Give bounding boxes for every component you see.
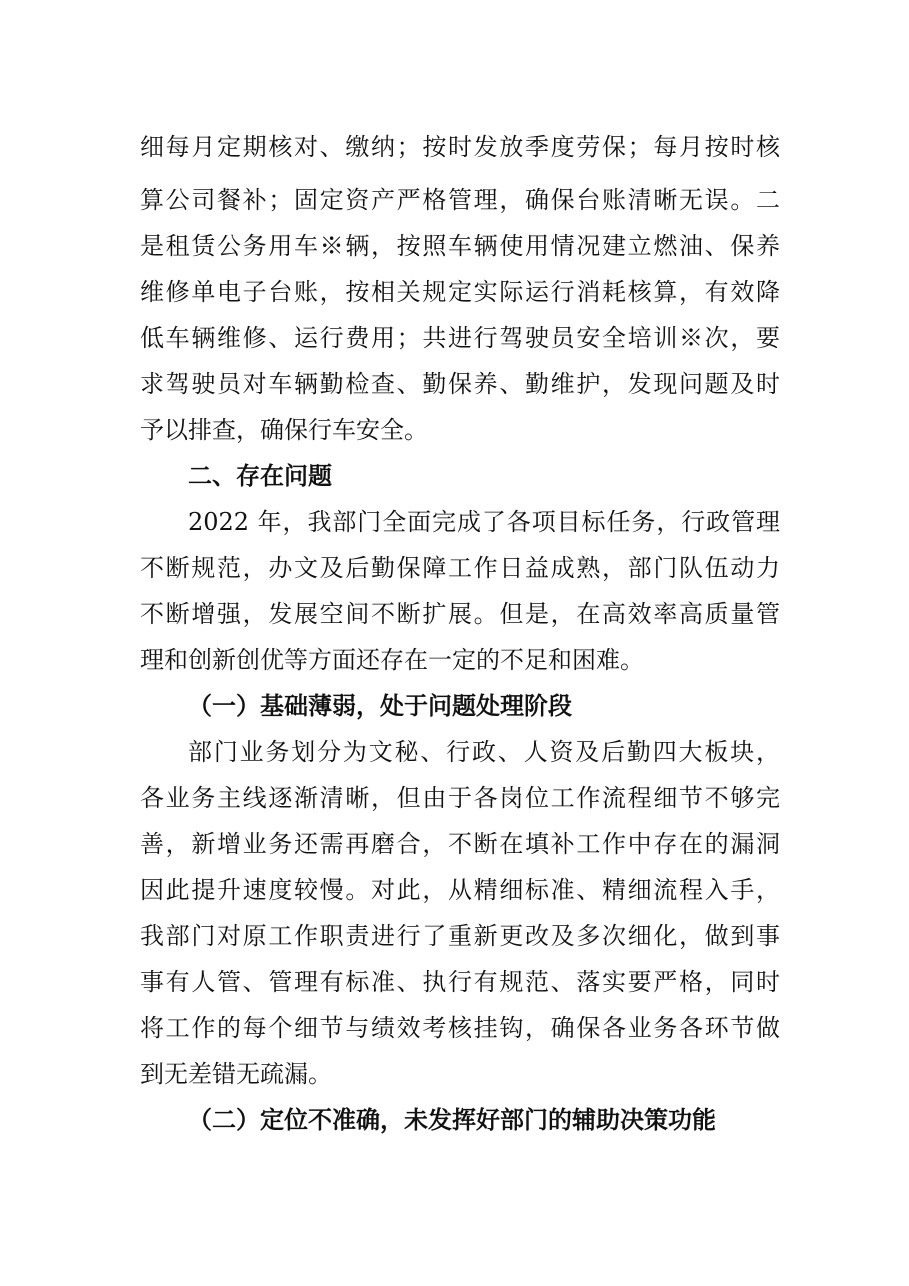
- body-text-line: 理和创新创优等方面还存在一定的不足和困难。: [140, 646, 644, 674]
- body-text-line: 将工作的每个细节与绩效考核挂钩，确保各业务各环节做: [140, 1014, 780, 1042]
- body-text-line: 不断规范，办文及后勤保障工作日益成熟，部门队伍动力: [140, 554, 780, 582]
- body-text-line: 各业务主线逐渐清晰，但由于各岗位工作流程细节不够完: [140, 784, 780, 812]
- body-text-line: 是租赁公务用车※辆，按照车辆使用情况建立燃油、保养: [140, 232, 780, 260]
- subsection-heading: （一）基础薄弱，处于问题处理阶段: [188, 691, 572, 720]
- body-text-line: 维修单电子台账，按相关规定实际运行消耗核算，有效降: [140, 278, 780, 306]
- body-text-line: 善，新增业务还需再磨合，不断在填补工作中存在的漏洞: [140, 830, 780, 858]
- body-text-line: 事有人管、管理有标准、执行有规范、落实要严格，同时: [140, 968, 780, 996]
- body-text-line: 到无差错无疏漏。: [140, 1060, 332, 1088]
- body-text-line: 不断增强，发展空间不断扩展。但是，在高效率高质量管: [140, 600, 780, 628]
- body-text-line: 因此提升速度较慢。对此，从精细标准、精细流程入手，: [140, 876, 780, 904]
- body-text-line: 算公司餐补；固定资产严格管理，确保台账清晰无误。二: [140, 186, 780, 214]
- body-text-line: 求驾驶员对车辆勤检查、勤保养、勤维护，发现问题及时: [140, 370, 780, 398]
- body-text-line: 细每月定期核对、缴纳；按时发放季度劳保；每月按时核: [140, 133, 780, 161]
- subsection-heading: （二）定位不准确，未发挥好部门的辅助决策功能: [188, 1105, 716, 1134]
- body-text-line: 2022 年，我部门全面完成了各项目标任务，行政管理: [188, 508, 780, 536]
- body-text-line: 低车辆维修、运行费用；共进行驾驶员安全培训※次，要: [140, 324, 780, 352]
- body-text-line: 予以排查，确保行车安全。: [140, 416, 428, 444]
- section-heading: 二、存在问题: [188, 462, 332, 490]
- body-text-line: 我部门对原工作职责进行了重新更改及多次细化，做到事: [140, 922, 780, 950]
- body-text-line: 部门业务划分为文秘、行政、人资及后勤四大板块，: [188, 738, 780, 766]
